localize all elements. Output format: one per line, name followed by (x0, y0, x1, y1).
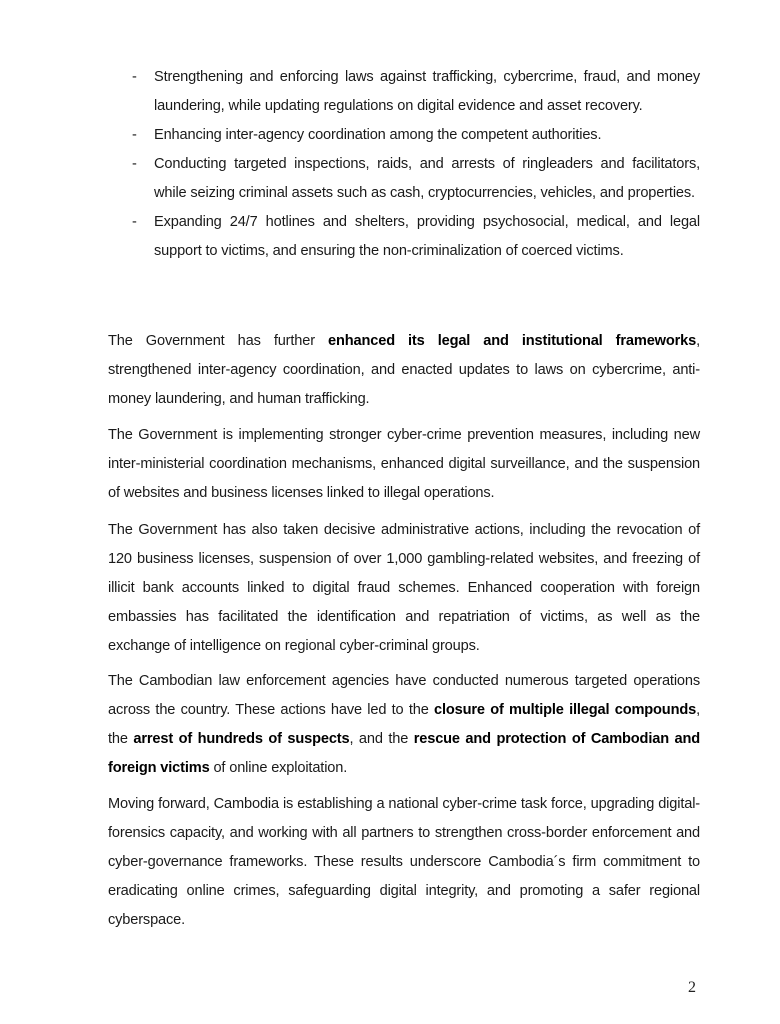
bold-text-run: rescue and protection of Cambodian and foreign victims (108, 731, 700, 776)
bullet-item (108, 208, 700, 266)
paragraph-administrative-actions: The Government has also taken decisive administrative actions, including the revocation of 120 business licenses, suspension of over 1,000 gambling-related websites, and freezing of illicit bank accounts linked to digital fraud schemes. Enhanced cooperation with foreign embassies has facilitated the identification and repatriation of victims, as well as the exchange of intelligence on regional cyber-criminal groups. (108, 522, 700, 654)
bold-text-run: closure of multiple illegal compounds (434, 702, 697, 718)
dash-bullet-icon: - (132, 156, 137, 172)
dash-bullet-icon: - (132, 69, 137, 85)
bold-text-run: enhanced its legal and institutional frameworks (328, 333, 697, 349)
bullet-item (108, 63, 700, 121)
paragraph-law-enforcement (108, 667, 700, 783)
paragraph-moving-forward: Moving forward, Cambodia is establishing a national cyber-crime task force, upgrading digital-forensics capacity, and working with all partners to strengthen cross-border enforcement and cyber-governance frameworks. These results underscore Cambodia´s firm commitment to eradicating online crimes, safeguarding digital integrity, and promoting a safer regional cyberspace. (108, 796, 700, 928)
dash-bullet-icon: - (132, 127, 137, 143)
bold-text-run: arrest of hundreds of suspects (133, 731, 350, 747)
text-run: The Government has further (108, 333, 329, 349)
text-run: of online exploitation. (209, 760, 348, 776)
measures-bullet-list (108, 63, 700, 266)
bullet-item (108, 121, 700, 150)
paragraph-prevention-measures: The Government is implementing stronger cyber-crime prevention measures, including new inter-ministerial coordination mechanisms, enhanced digital surveillance, and the suspension of websites and business licenses linked to illegal operations. (108, 427, 700, 501)
page-number: 2 (688, 979, 696, 996)
text-run: The Cambodian law enforcement agencies have conducted numerous targeted operations across the country. These actions have led to the (108, 673, 700, 718)
dash-bullet-icon: - (132, 214, 137, 230)
document-page (108, 63, 700, 928)
bullet-item (108, 150, 700, 208)
paragraph-legal-frameworks (108, 327, 700, 414)
bullet-text: Conducting targeted inspections, raids, and arrests of ringleaders and facilitators, while seizing criminal assets such as cash, cryptocurrencies, vehicles, and properties. (154, 156, 700, 201)
bullet-text: Expanding 24/7 hotlines and shelters, providing psychosocial, medical, and legal support to victims, and ensuring the non-criminalization of coerced victims. (154, 214, 700, 259)
text-run: , and the (349, 731, 414, 747)
bullet-text: Strengthening and enforcing laws against trafficking, cybercrime, fraud, and money laundering, while updating regulations on digital evidence and asset recovery. (154, 69, 700, 114)
bullet-text: Enhancing inter-agency coordination among the competent authorities. (154, 127, 602, 143)
text-run: , strengthened inter-agency coordination, and enacted updates to laws on cybercrime, anti-money laundering, and human trafficking. (108, 333, 700, 407)
text-run: , the (108, 702, 700, 747)
